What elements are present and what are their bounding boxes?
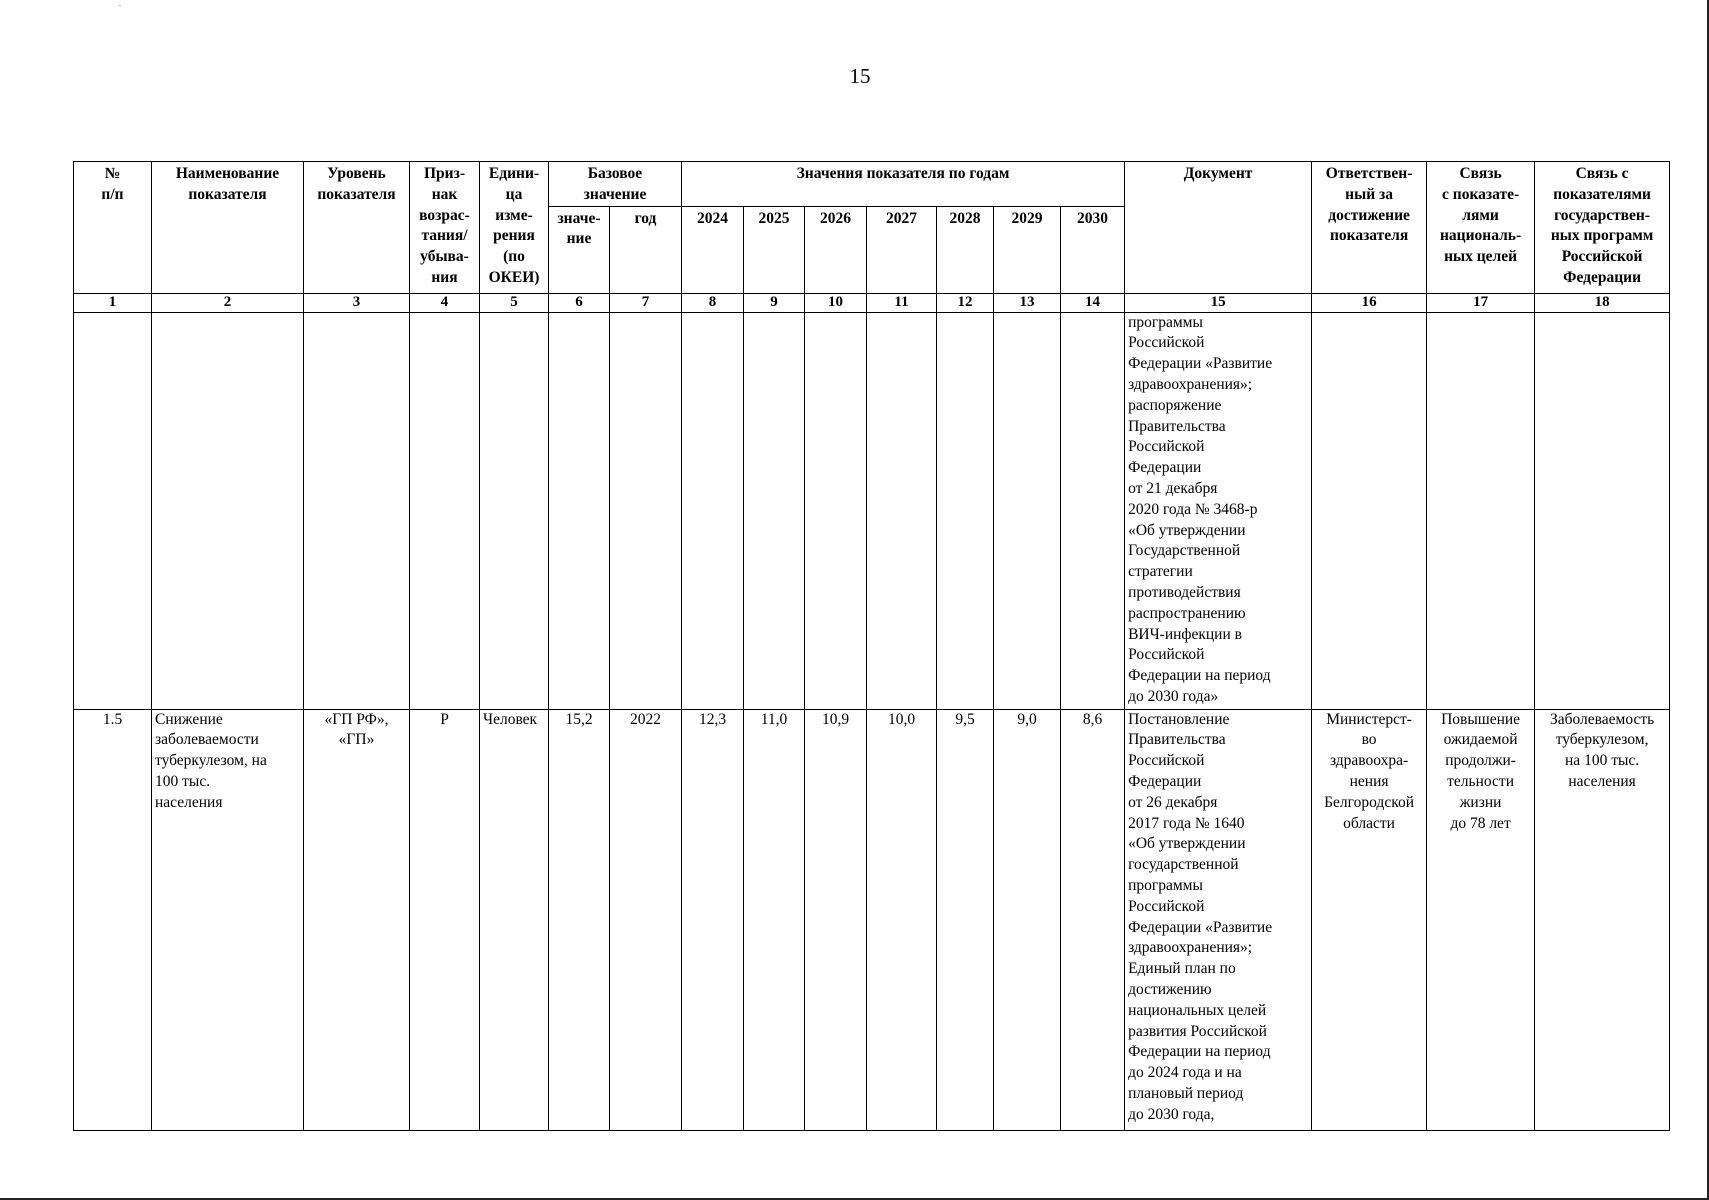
- empty-cell: [152, 312, 304, 709]
- trend-sign: Р: [410, 709, 480, 1130]
- column-number: 11: [867, 293, 937, 312]
- year-value: 12,3: [682, 709, 744, 1130]
- empty-cell: [994, 312, 1061, 709]
- column-number: 8: [682, 293, 744, 312]
- year-value: 11,0: [744, 709, 805, 1130]
- column-number: 4: [410, 293, 480, 312]
- empty-cell: [1427, 312, 1535, 709]
- header-base-group: Базовое значение: [549, 162, 682, 207]
- header-year: 2029: [994, 206, 1061, 293]
- empty-cell: [682, 312, 744, 709]
- year-value: 9,0: [994, 709, 1061, 1130]
- national-goal-cell: Повышение ожидаемой продолжи- тельности жизни до 78 лет: [1427, 709, 1535, 1130]
- header-num: № п/п: [74, 162, 152, 294]
- column-number: 14: [1061, 293, 1125, 312]
- empty-cell: [1312, 312, 1427, 709]
- header-national-goals: Связь с показате- лями националь- ных целей: [1427, 162, 1535, 294]
- column-number: 1: [74, 293, 152, 312]
- column-number: 6: [549, 293, 610, 312]
- column-number-row: [74, 293, 1670, 312]
- column-number: 17: [1427, 293, 1535, 312]
- column-number: 12: [937, 293, 994, 312]
- row-number: 1.5: [74, 709, 152, 1130]
- column-number: 5: [480, 293, 549, 312]
- page-number: 15: [849, 64, 871, 88]
- header-year: 2028: [937, 206, 994, 293]
- year-value: 10,9: [805, 709, 867, 1130]
- base-value: 15,2: [549, 709, 610, 1130]
- header-years-group: Значения показателя по годам: [682, 162, 1125, 207]
- header-name: Наименование показателя: [152, 162, 304, 294]
- column-number: 16: [1312, 293, 1427, 312]
- empty-cell: [805, 312, 867, 709]
- unit-cell: Человек: [480, 709, 549, 1130]
- header-document: Документ: [1125, 162, 1312, 294]
- column-number: 3: [304, 293, 410, 312]
- header-level: Уровень показателя: [304, 162, 410, 294]
- empty-cell: [74, 312, 152, 709]
- document-cell: Постановление Правительства Российской Федерации от 26 декабря 2017 года № 1640 «Об утверждении государственной программы Российской Федерации «Развитие здравоохранения»; Единый план по достижению национальных целей развития Российской Федерации на период до 2024 года и на плановый период до 2030 года,: [1125, 709, 1312, 1130]
- header-trend: Приз- нак возрас- тания/ убыва- ния: [410, 162, 480, 294]
- header-year: 2024: [682, 206, 744, 293]
- empty-cell: [867, 312, 937, 709]
- header-gov-programs: Связь с показателями государствен- ных программ Российской Федерации: [1535, 162, 1670, 294]
- indicator-name: Снижение заболеваемости туберкулезом, на 100 тыс. населения: [152, 709, 304, 1130]
- document-cell: программы Российской Федерации «Развитие здравоохранения»; распоряжение Правительства Российской Федерации от 21 декабря 2020 года № 3468-р «Об утверждении Государственной стратегии противодействия распространению ВИЧ-инфекции в Российской Федерации на период до 2030 года»: [1125, 312, 1312, 709]
- indicators-table: [73, 161, 1670, 1131]
- empty-cell: [304, 312, 410, 709]
- empty-cell: [937, 312, 994, 709]
- header-base-value: значе- ние: [549, 206, 610, 293]
- year-value: 10,0: [867, 709, 937, 1130]
- base-year: 2022: [610, 709, 682, 1130]
- column-number: 18: [1535, 293, 1670, 312]
- column-number: 15: [1125, 293, 1312, 312]
- empty-cell: [610, 312, 682, 709]
- gov-program-cell: Заболеваемость туберкулезом, на 100 тыс. населения: [1535, 709, 1670, 1130]
- header-year: 2025: [744, 206, 805, 293]
- table-row: [74, 709, 1670, 1130]
- empty-cell: [480, 312, 549, 709]
- empty-cell: [549, 312, 610, 709]
- column-number: 7: [610, 293, 682, 312]
- header-responsible: Ответствен- ный за достижение показателя: [1312, 162, 1427, 294]
- year-value: 9,5: [937, 709, 994, 1130]
- table-row-continuation: [74, 312, 1670, 709]
- scan-speck: ˉ: [118, 4, 122, 15]
- header-unit: Едини- ца изме- рения (по ОКЕИ): [480, 162, 549, 294]
- empty-cell: [1061, 312, 1125, 709]
- header-year: 2027: [867, 206, 937, 293]
- empty-cell: [744, 312, 805, 709]
- column-number: 13: [994, 293, 1061, 312]
- empty-cell: [410, 312, 480, 709]
- column-number: 9: [744, 293, 805, 312]
- empty-cell: [1535, 312, 1670, 709]
- header-base-year: год: [610, 206, 682, 293]
- header-year: 2026: [805, 206, 867, 293]
- column-number: 10: [805, 293, 867, 312]
- header-row-top: [74, 162, 1670, 207]
- year-value: 8,6: [1061, 709, 1125, 1130]
- responsible-cell: Министерст- во здравоохра- нения Белгородской области: [1312, 709, 1427, 1130]
- header-year: 2030: [1061, 206, 1125, 293]
- indicator-level: «ГП РФ», «ГП»: [304, 709, 410, 1130]
- column-number: 2: [152, 293, 304, 312]
